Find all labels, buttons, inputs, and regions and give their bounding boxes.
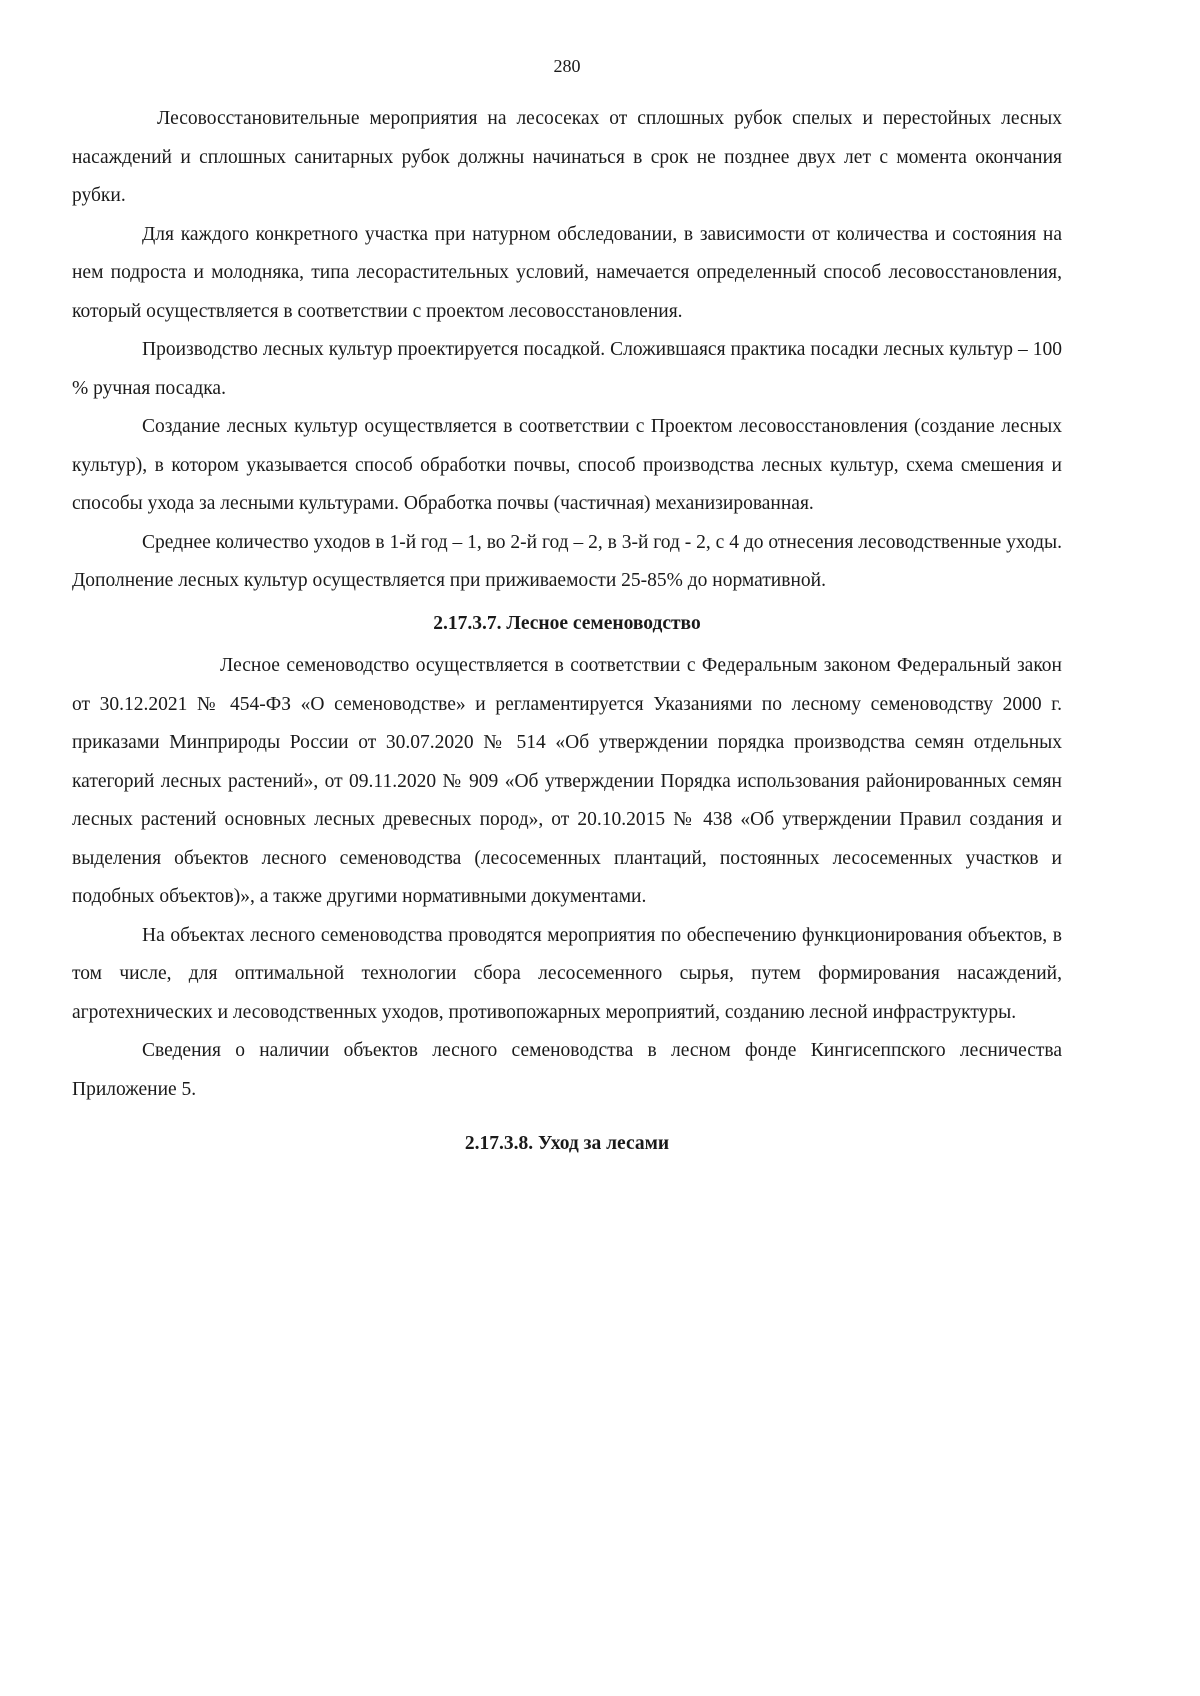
page-content	[72, 100, 1062, 1168]
section-heading-forest-care: 2.17.3.8. Уход за лесами	[464, 1133, 670, 1154]
section-heading-seed-production: 2.17.3.7. Лесное семеноводство	[433, 612, 701, 634]
paragraph-seed-objects-measures: На объектах лесного семеноводства проводятся мероприятия по обеспечению функционирования объектов, в том числе, для оптимальной технологии сбора лесосеменного сырья, путем формирования насаждений, агротехнических и лесоводственных уходов, противопожарных мероприятий, созданию лесной инфраструктуры.	[72, 924, 1062, 1023]
paragraph-forest-cultures-creation: Создание лесных культур осуществляется в соответствии с Проектом лесовосстановления (создание лесных культур), в котором указывается способ обработки почвы, способ производства лесных культур, схема смешения и способы ухода за лесными культурами. Обработка почвы (частичная) механизированная.	[72, 416, 1062, 514]
paragraph-seed-objects-info: Сведения о наличии объектов лесного семеноводства в лесном фонде Кингисеппского лесничества Приложение 5.	[72, 1040, 1062, 1100]
paragraph-care-count: Среднее количество уходов в 1-й год – 1, во 2-й год – 2, в 3-й год - 2, с 4 до отнесения лесоводственные уходы. Дополнение лесных культур осуществляется при приживаемости 25-85% до нормативной.	[72, 531, 1062, 591]
paragraph-reforestation-method: Для каждого конкретного участка при натурном обследовании, в зависимости от количества и состояния на нем подроста и молодняка, типа лесорастительных условий, намечается определенный способ лесовосстановления, который осуществляется в соответствии с проектом лесовосстановления.	[72, 223, 1062, 322]
paragraph-reforestation-deadline: Лесовосстановительные мероприятия на лесосеках от сплошных рубок спелых и перестойных лесных насаждений и сплошных санитарных рубок должны начинаться в срок не позднее двух лет с момента окончания рубки.	[72, 108, 1062, 206]
paragraph-seed-legislation: Лесное семеноводство осуществляется в соответствии с Федеральным законом Федеральный закон от 30.12.2021 № 454-ФЗ «О семеноводстве» и регламентируется Указаниями по лесному семеноводству 2000 г. приказами Минприроды России от 30.07.2020 № 514 «Об утверждении порядка производства семян отдельных категорий лесных растений», от 09.11.2020 № 909 «Об утверждении Порядка использования районированных семян лесных растений основных лесных древесных пород», от 20.10.2015 № 438 «Об утверждении Правил создания и выделения объектов лесного семеноводства (лесосеменных плантаций, постоянных лесосеменных участков и подобных объектов)», а также другими нормативными документами.	[72, 655, 1062, 907]
paragraph-planting-practice: Производство лесных культур проектируется посадкой. Сложившаяся практика посадки лесных культур – 100 % ручная посадка.	[72, 339, 1062, 399]
page-number: 280	[553, 56, 581, 76]
